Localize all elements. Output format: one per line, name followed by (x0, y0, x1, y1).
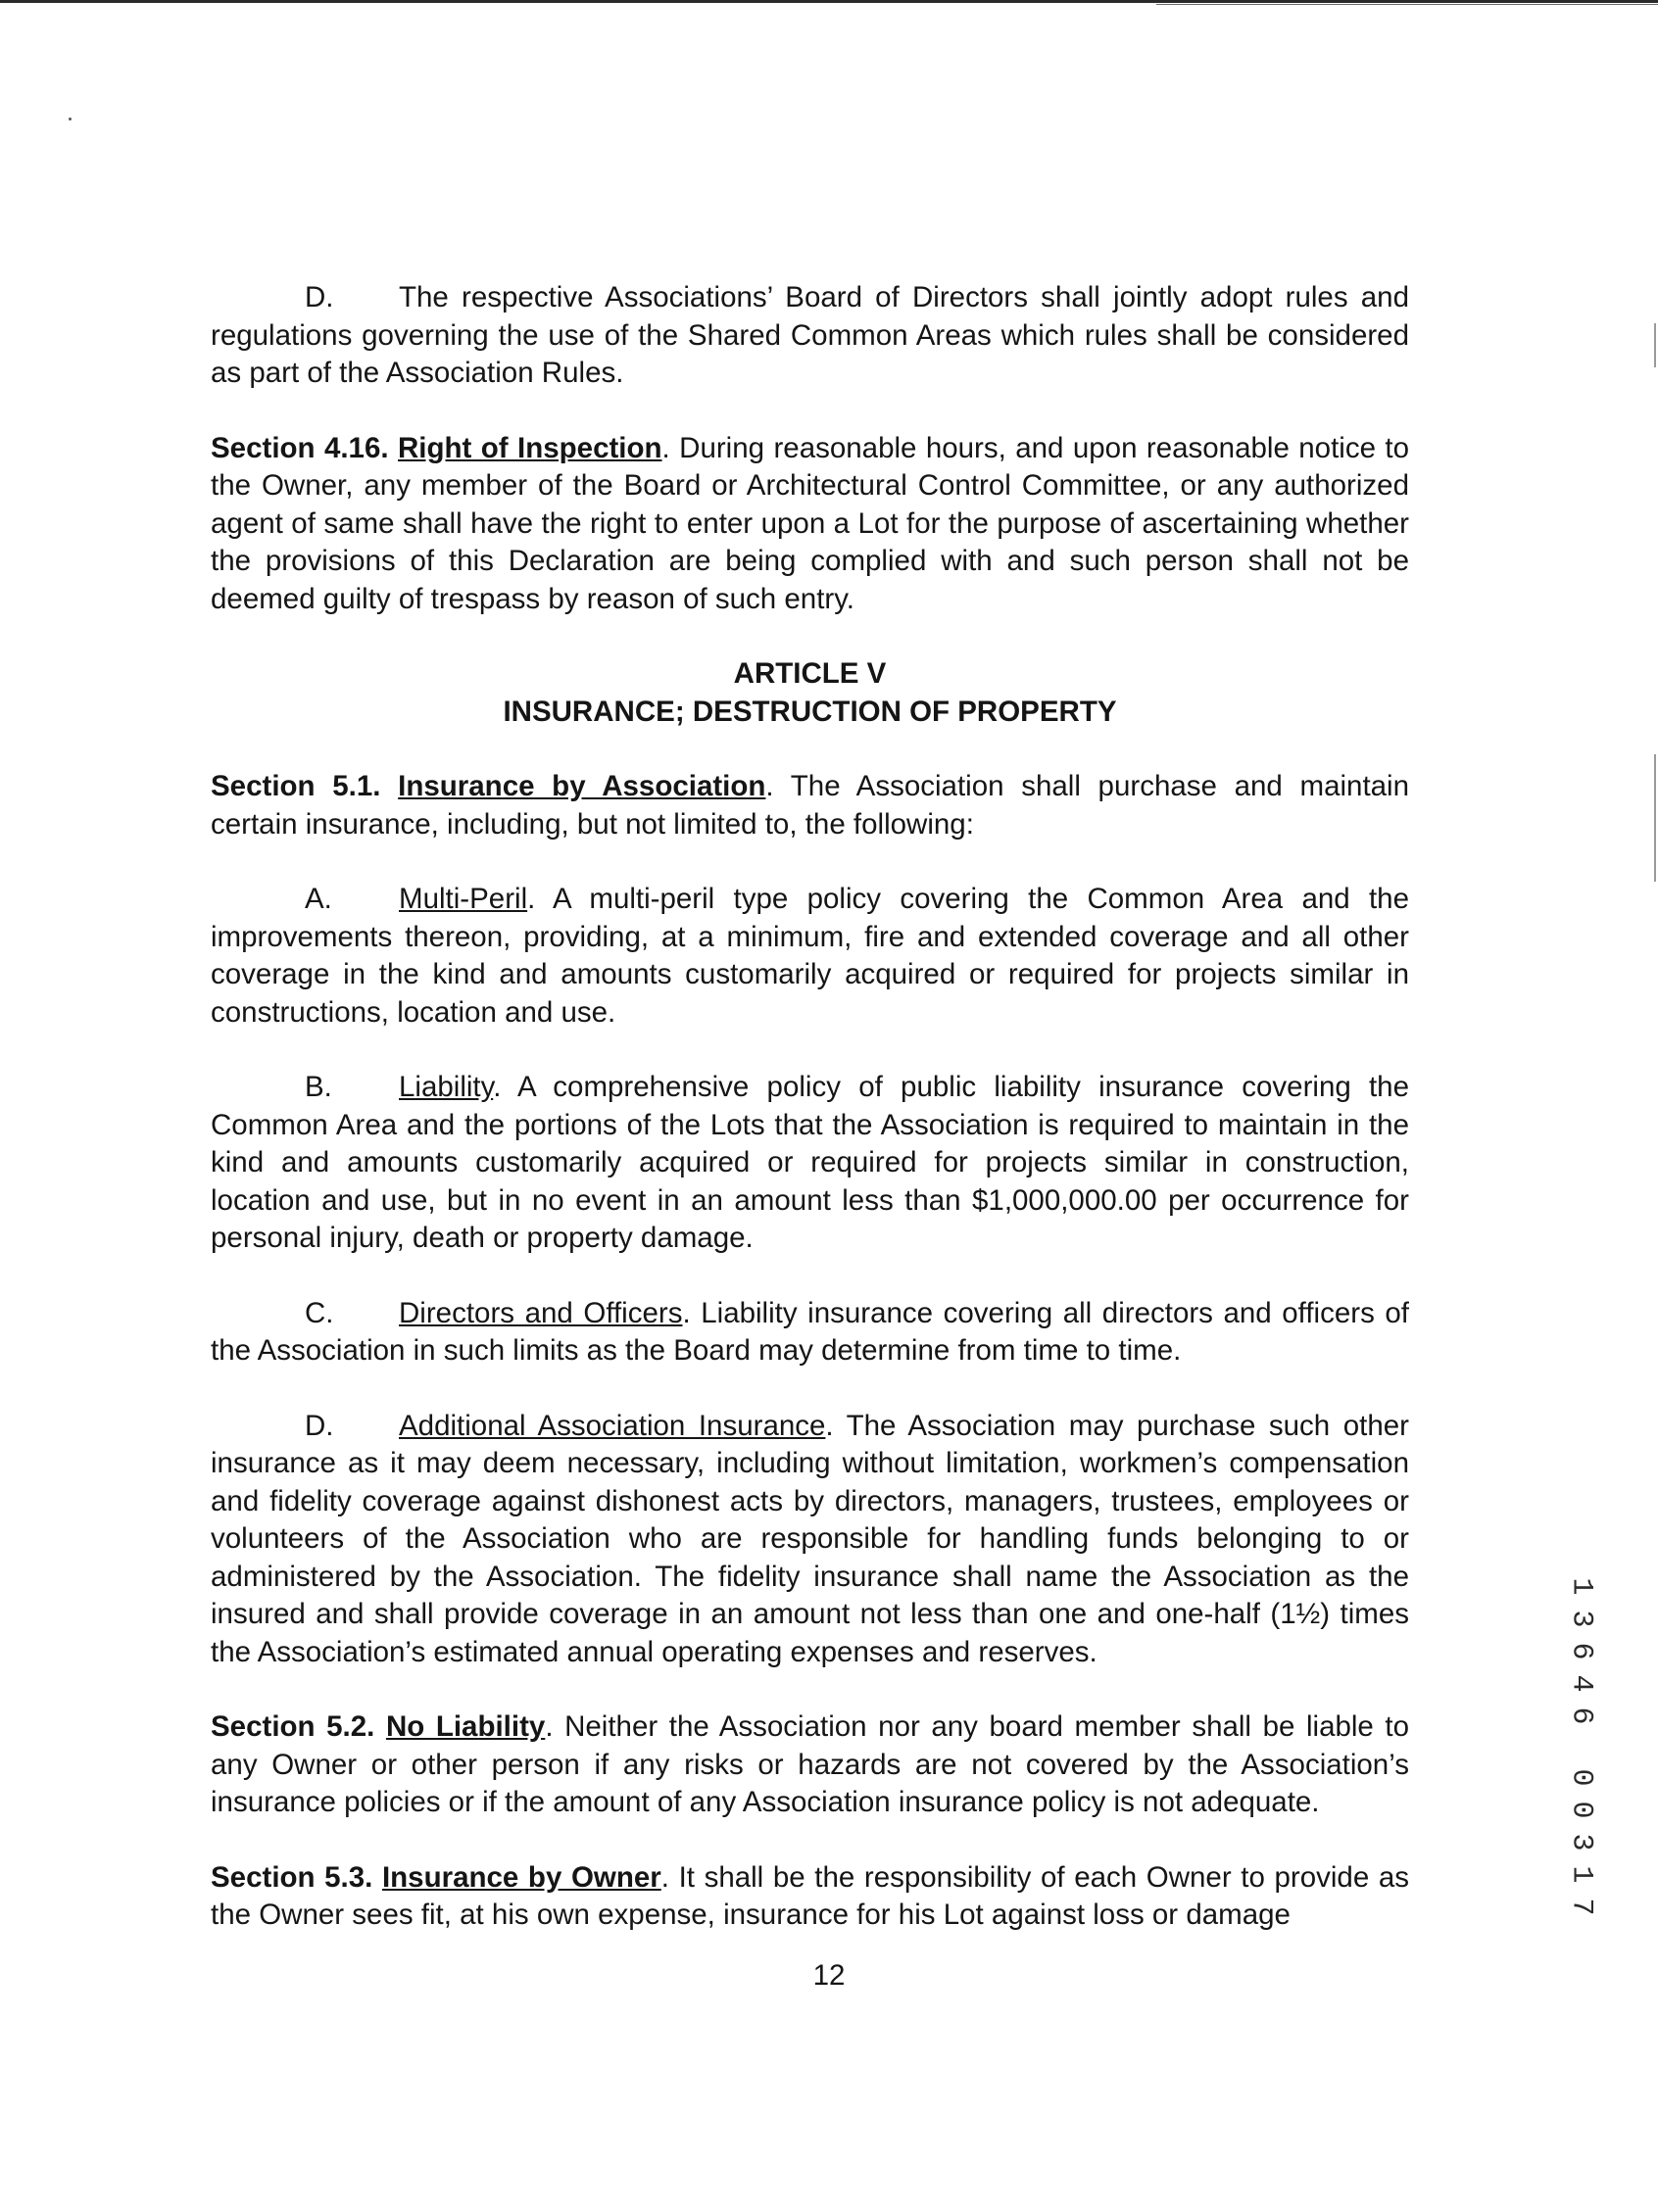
stamp-digit: 3 (1564, 1610, 1598, 1628)
page-number: 12 (812, 1959, 846, 1992)
section-title: Insurance by Association (398, 770, 766, 802)
paragraph-shared-common-areas (211, 279, 1409, 393)
top-border-line (0, 0, 1658, 3)
section-number: Section 5.1. (211, 770, 381, 802)
section-number: Section 4.16. (211, 431, 389, 464)
subsection-b-liability (211, 1069, 1409, 1258)
section-text: . During reasonable hours, and upon reasonable notice to the Owner, any member of the Board or Architectural Control Committee, or any authorized agent of same shall have the right to enter upon a Lot for the purpose of ascertaining whether the provisions of this Declaration are being complied with and such person shall not be deemed guilty of trespass by reason of such entry. (211, 431, 1410, 615)
stamp-digit: 1 (1564, 1577, 1598, 1596)
section-number: Section 5.3. (211, 1860, 373, 1894)
stamp-digit: 0 (1564, 1801, 1598, 1819)
recording-stamp (1564, 1570, 1597, 1923)
stamp-spacer (1566, 1730, 1595, 1763)
scan-edge-mark (1654, 754, 1656, 882)
item-label: D. (305, 1409, 334, 1442)
item-label: B. (305, 1071, 332, 1103)
top-border-line-secondary (1156, 4, 1658, 5)
article-title: INSURANCE; DESTRUCTION OF PROPERTY (503, 695, 1117, 728)
section-title: Insurance by Owner (381, 1860, 661, 1894)
article-number: ARTICLE V (733, 657, 887, 690)
subsection-title: Additional Association Insurance (399, 1409, 826, 1442)
subsection-c-directors-officers (211, 1295, 1409, 1370)
scan-edge-mark (1654, 323, 1656, 367)
section-text: . Neither the Association nor any board member shall be liable to any Owner or other person if any risks or hazards are not covered by the Association’s insurance policies or if the amount of any Association insurance policy is not adequate. (211, 1710, 1410, 1818)
stamp-digit: 3 (1564, 1833, 1598, 1851)
subsection-a-multi-peril (211, 881, 1409, 1032)
subsection-text: . A multi-peril type policy covering the Common Area and the improvements thereon, providing, at a minimum, fire and extended coverage and all other coverage in the kind and amounts customarily acquired or required for projects similar in constructions, location and use. (211, 883, 1409, 1029)
subsection-text: . Liability insurance covering all directors and officers of the Association in such limits as the Board may determine from time to time. (211, 1296, 1409, 1367)
section-title: No Liability (385, 1710, 546, 1743)
paragraph-text: The respective Associations’ Board of Directors shall jointly adopt rules and regulations governing the use of the Shared Common Areas which rules shall be considered as part of the Association Rules. (211, 281, 1409, 389)
stamp-digit: 1 (1564, 1865, 1598, 1884)
subsection-title: Liability (399, 1071, 494, 1103)
subsection-d-additional-insurance (211, 1408, 1409, 1672)
section-5-2 (211, 1708, 1409, 1822)
stamp-digit: 4 (1564, 1674, 1598, 1693)
subsection-text: . A comprehensive policy of public liability insurance covering the Common Area and the portions of the Lots that the Association is required to maintain in the kind and amounts customarily acquired or required for projects similar in construction, location and use, but in no event in an amount less than $1,000,000.00 per occurrence for personal injury, death or property damage. (211, 1071, 1409, 1254)
item-label: D. (305, 281, 334, 313)
subsection-title: Directors and Officers (399, 1296, 683, 1329)
stamp-digit: 0 (1564, 1768, 1598, 1787)
subsection-title: Multi-Peril (399, 883, 528, 915)
stamp-digit: 6 (1564, 1707, 1598, 1725)
document-body (211, 279, 1409, 1935)
item-label: C. (305, 1296, 334, 1329)
subsection-text: . The Association may purchase such other insurance as it may deem necessary, including without limitation, workmen’s compensation and fidelity coverage against dishonest acts by directors, managers, trustees, employees or volunteers of the Association who are responsible for handling funds belonging to or administered by the Association. The fidelity insurance shall name the Association as the insured and shall provide coverage in an amount not less than one and one-half (1½) times the Association’s estimated annual operating expenses and reserves. (211, 1409, 1409, 1668)
section-text: . The Association shall purchase and maintain certain insurance, including, but not limited to, the following: (211, 770, 1410, 841)
item-label: A. (305, 883, 332, 915)
stamp-digit: 6 (1564, 1642, 1598, 1660)
section-text: . It shall be the responsibility of each Owner to provide as the Owner sees fit, at his own expense, insurance for his Lot against loss or damage (211, 1860, 1409, 1931)
section-number: Section 5.2. (211, 1710, 375, 1743)
section-5-1 (211, 768, 1409, 843)
section-4-16 (211, 430, 1409, 619)
section-5-3 (211, 1859, 1409, 1935)
section-title: Right of Inspection (398, 431, 662, 464)
scan-speck (69, 118, 72, 120)
stamp-digit: 7 (1564, 1898, 1598, 1916)
